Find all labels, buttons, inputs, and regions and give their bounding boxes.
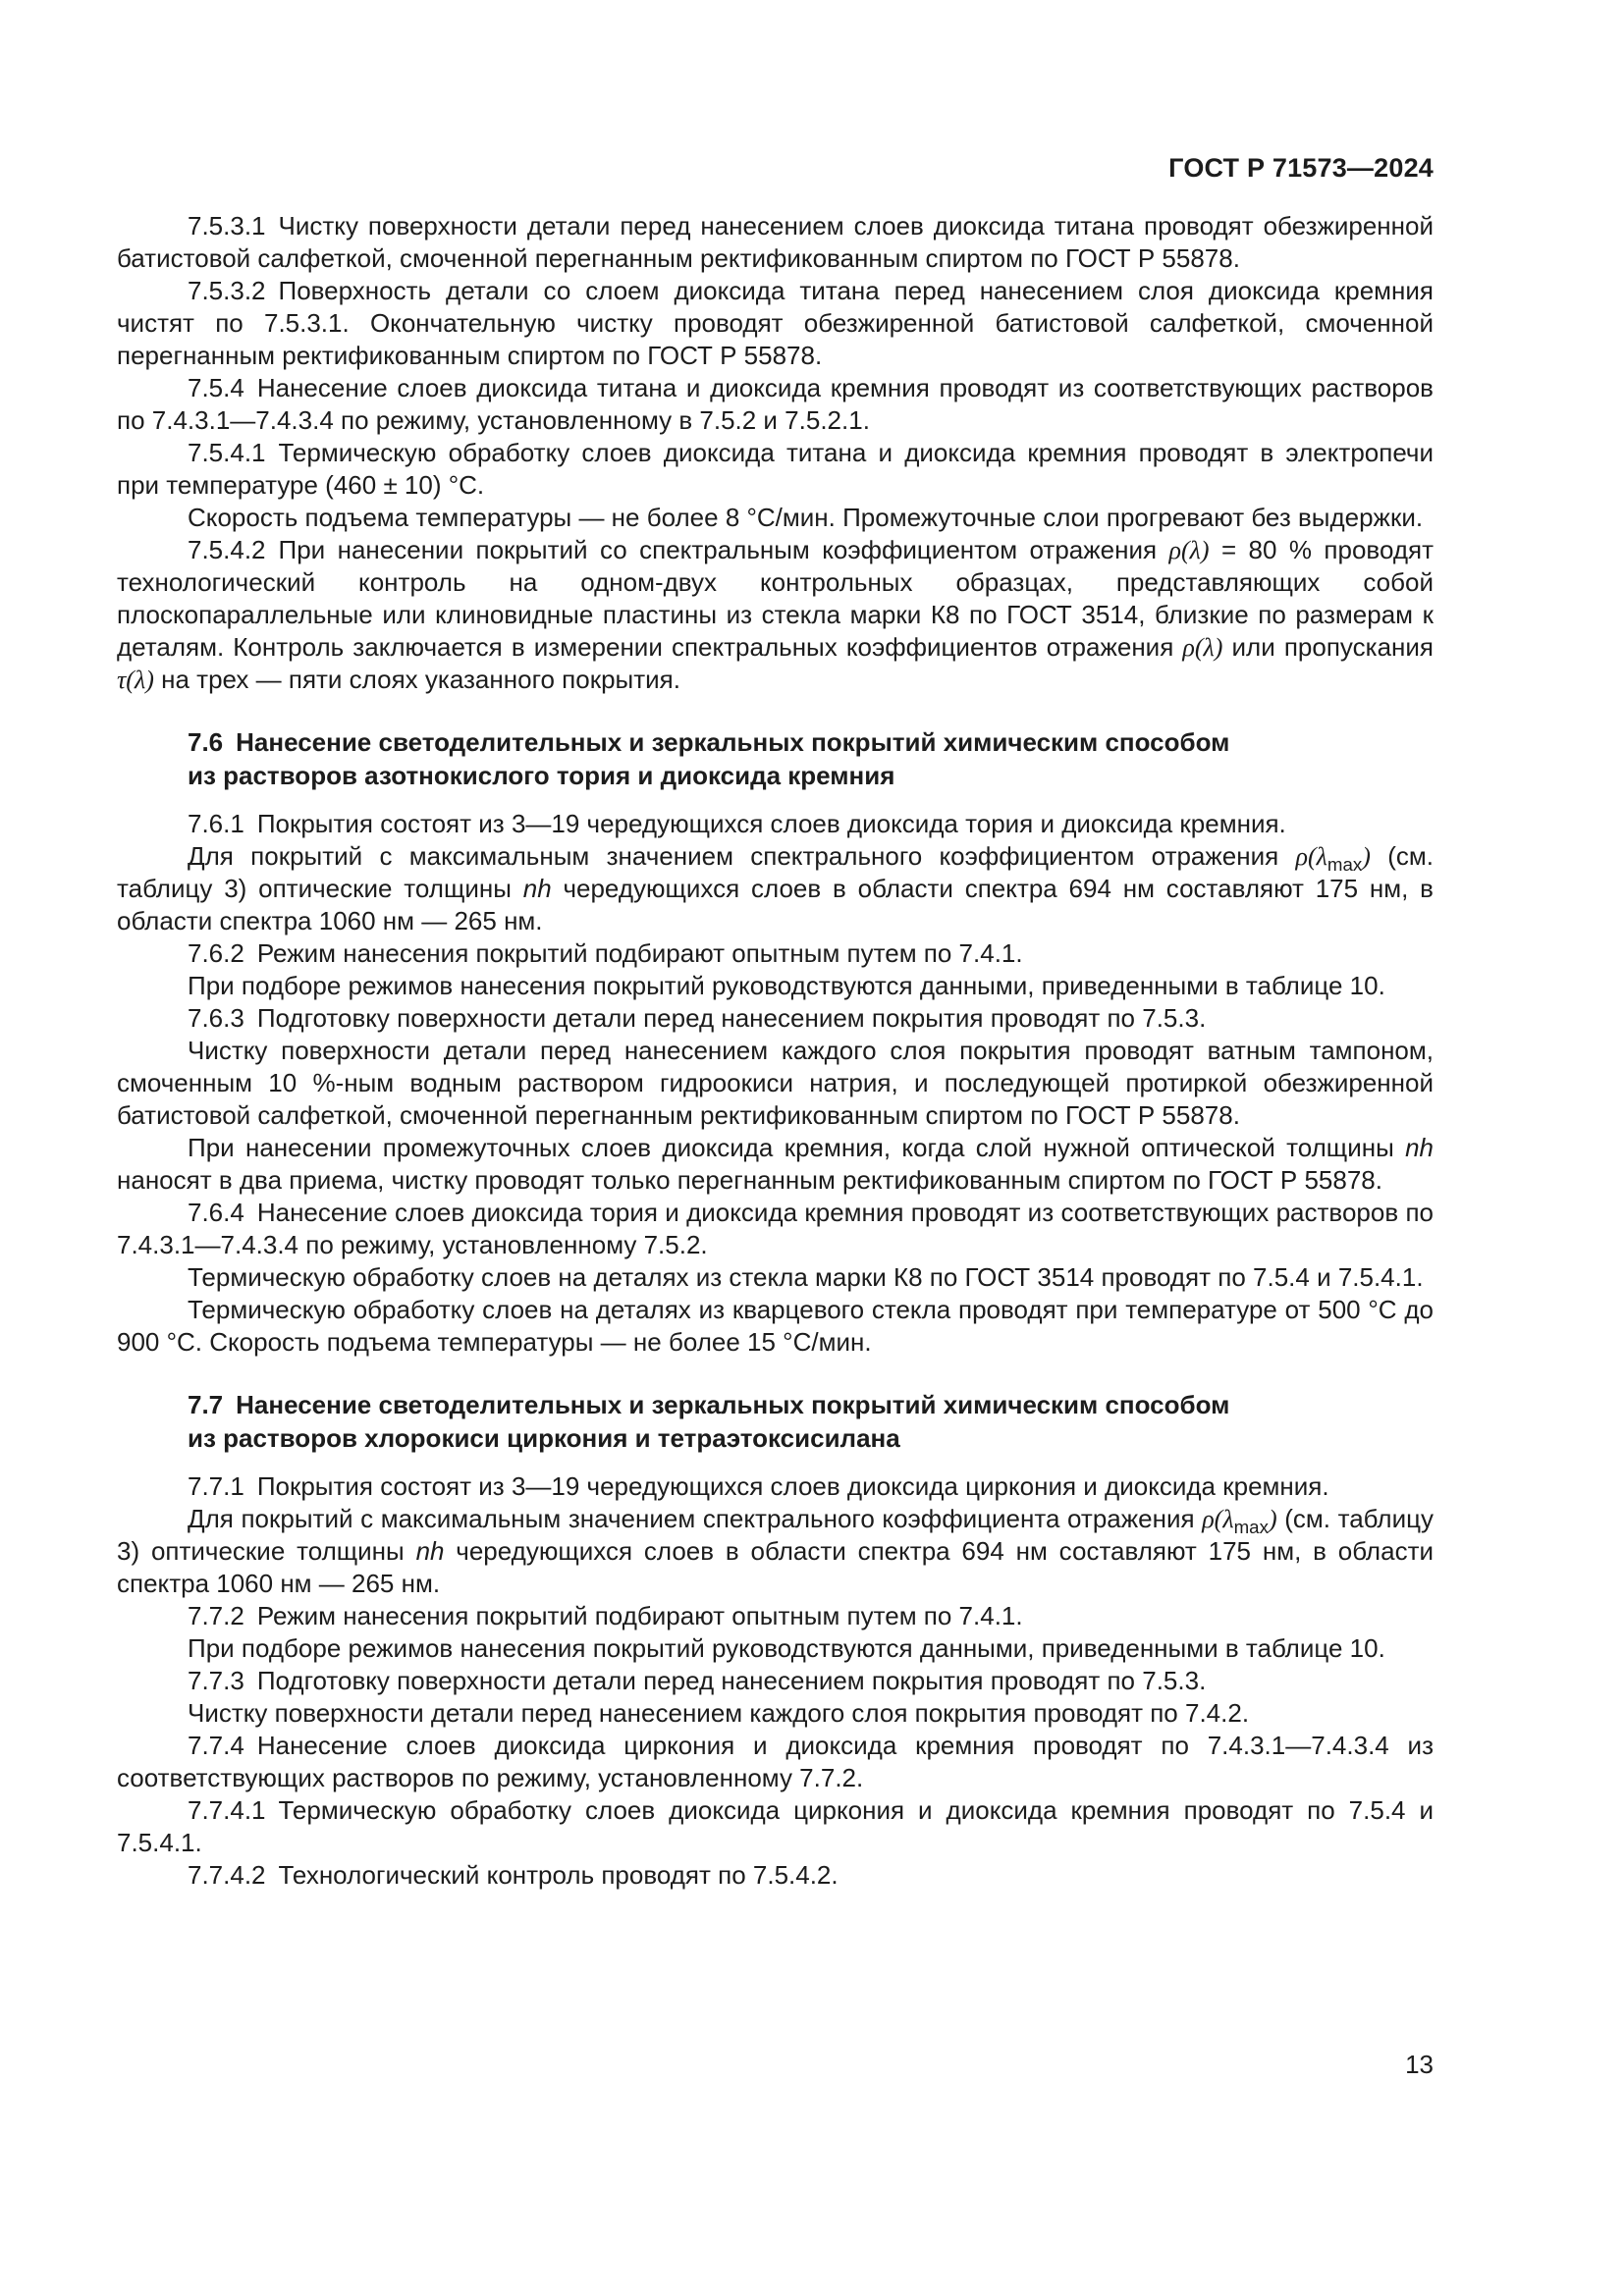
paragraph xyxy=(117,1665,1434,1697)
paragraph xyxy=(117,1261,1434,1294)
text-run: При подборе режимов нанесения покрытий руководствуются данными, приведенными в таблице 10. xyxy=(188,971,1385,1000)
paragraph xyxy=(117,372,1434,437)
text-run: 7.6.4 Нанесение слоев диоксида тория и диоксида кремния проводят из соответствующих растворов по 7.4.3.1—7.4.3.4 по режиму, установленному 7.5.2. xyxy=(117,1198,1434,1259)
text-run: 7.7.3 Подготовку поверхности детали перед нанесением покрытия проводят по 7.5.3. xyxy=(188,1666,1207,1695)
paragraph xyxy=(117,1503,1434,1600)
text-run: При подборе режимов нанесения покрытий руководствуются данными, приведенными в таблице 10. xyxy=(188,1633,1385,1663)
text-run: 7.7 Нанесение светоделительных и зеркальных покрытий химическим способом xyxy=(188,1390,1230,1419)
text-run: 7.7.4.2 Технологический контроль проводят по 7.5.4.2. xyxy=(188,1860,839,1890)
text-run: Скорость подъема температуры — не более 8 °С/мин. Промежуточные слои прогревают без выдержки. xyxy=(188,503,1424,532)
paragraph xyxy=(117,210,1434,275)
text-run: 7.7.4.1 Термическую обработку слоев диоксида циркония и диоксида кремния проводят по 7.5.4 и 7.5.4.1. xyxy=(117,1795,1434,1857)
text-run: = 80 % проводят технологический контроль на одном-двух контрольных образцах, представляющих собой плоскопараллельные или клиновидные пластины из стекла марки К8 по ГОСТ 3514, близкие по размерам к деталям. Контроль заключается в измерении спектральных коэффициентов отражения xyxy=(117,535,1434,662)
greek-formula: τ(λ) xyxy=(117,666,154,694)
greek-formula: ) xyxy=(1268,1505,1277,1533)
page-number: 13 xyxy=(1405,2050,1434,2079)
text-run: или пропускания xyxy=(1222,632,1434,662)
text-run: 7.7.1 Покрытия состоят из 3—19 чередующихся слоев диоксида циркония и диоксида кремния. xyxy=(188,1471,1329,1501)
text-run: наносят в два приема, чистку проводят только перегнанным ректификованным спиртом по ГОСТ Р 55878. xyxy=(117,1165,1382,1195)
text-run: Чистку поверхности детали перед нанесением каждого слоя покрытия проводят ватным тампоном, смоченным 10 %-ным водным раствором гидроокиси натрия, и последующей протиркой обезжиренной батистовой салфеткой, смоченной перегнанным ректификованным спиртом по ГОСТ Р 55878. xyxy=(117,1036,1434,1130)
paragraph xyxy=(117,1859,1434,1892)
text-run: чередующихся слоев в области спектра 694 нм составляют 175 нм, в области спектра 1060 нм — 265 нм. xyxy=(117,874,1434,935)
text-run: (см. таблицу 3) оптические толщины xyxy=(117,841,1434,903)
greek-formula: ) xyxy=(1362,842,1371,871)
greek-formula: ρ(λ xyxy=(1202,1505,1234,1533)
italic-term: nh xyxy=(1405,1133,1434,1162)
greek-formula: ρ(λ) xyxy=(1168,536,1210,564)
text-run: из растворов азотнокислого тория и диоксида кремния xyxy=(188,761,895,790)
text-run: 7.5.4.1 Термическую обработку слоев диоксида титана и диоксида кремния проводят в электропечи при температуре (460 ± 10) °С. xyxy=(117,438,1434,500)
text-run: чередующихся слоев в области спектра 694 нм составляют 175 нм, в области спектра 1060 нм — 265 нм. xyxy=(117,1536,1434,1598)
paragraph xyxy=(117,1132,1434,1197)
paragraph xyxy=(117,808,1434,840)
paragraph xyxy=(117,1002,1434,1035)
text-run: Для покрытий с максимальным значением спектрального коэффициентом отражения xyxy=(188,841,1296,871)
text-run: на трех — пяти слоях указанного покрытия. xyxy=(153,665,680,694)
text-run: 7.7.2 Режим нанесения покрытий подбирают опытным путем по 7.4.1. xyxy=(188,1601,1023,1630)
paragraph xyxy=(117,1294,1434,1359)
paragraph xyxy=(117,840,1434,937)
paragraph xyxy=(117,502,1434,534)
text-run: (см. таблицу 3) оптические толщины xyxy=(117,1504,1434,1566)
subscript: max xyxy=(1326,853,1363,875)
italic-term: nh xyxy=(415,1536,445,1566)
paragraph xyxy=(117,1035,1434,1132)
text-run: из растворов хлорокиси циркония и тетраэтоксисилана xyxy=(188,1423,900,1453)
text-run: Для покрытий с максимальным значением спектрального коэффициента отражения xyxy=(188,1504,1203,1533)
paragraph xyxy=(117,534,1434,696)
italic-term: nh xyxy=(522,874,552,903)
paragraph xyxy=(117,937,1434,970)
text-run: При нанесении промежуточных слоев диоксида кремния, когда слой нужной оптической толщины xyxy=(188,1133,1406,1162)
paragraph xyxy=(117,1697,1434,1730)
greek-formula: ρ(λ) xyxy=(1182,633,1223,662)
text-run: 7.6.1 Покрытия состоят из 3—19 чередующихся слоев диоксида тория и диоксида кремния. xyxy=(188,809,1286,838)
text-run: 7.5.3.2 Поверхность детали со слоем диоксида титана перед нанесением слоя диоксида кремния чистят по 7.5.3.1. Окончательную чистку проводят обезжиренной батистовой салфеткой, смоченной перегнанным ректификованным спиртом по ГОСТ Р 55878. xyxy=(117,276,1434,370)
paragraph xyxy=(117,1794,1434,1859)
subscript: max xyxy=(1233,1516,1269,1537)
text-run: Термическую обработку слоев на деталях из стекла марки К8 по ГОСТ 3514 проводят по 7.5.4 и 7.5.4.1. xyxy=(188,1262,1424,1292)
paragraph xyxy=(117,275,1434,372)
greek-formula: ρ(λ xyxy=(1295,842,1327,871)
paragraph xyxy=(117,1730,1434,1794)
paragraph xyxy=(117,1600,1434,1632)
text-run: Чистку поверхности детали перед нанесением каждого слоя покрытия проводят по 7.4.2. xyxy=(188,1698,1250,1728)
paragraph xyxy=(117,437,1434,502)
text-run: 7.5.4.2 При нанесении покрытий со спектральным коэффициентом отражения xyxy=(188,535,1169,564)
section-heading xyxy=(188,725,1434,792)
text-run: 7.6 Нанесение светоделительных и зеркальных покрытий химическим способом xyxy=(188,727,1230,757)
paragraph xyxy=(117,970,1434,1002)
standard-designation: ГОСТ Р 71573—2024 xyxy=(1168,153,1434,183)
text-run: 7.5.3.1 Чистку поверхности детали перед нанесением слоев диоксида титана проводят обезжиренной батистовой салфеткой, смоченной перегнанным ректификованным спиртом по ГОСТ Р 55878. xyxy=(117,211,1434,273)
document-body xyxy=(117,210,1434,1892)
text-run: 7.7.4 Нанесение слоев диоксида циркония и диоксида кремния проводят по 7.4.3.1—7.4.3.4 из соответствующих растворов по режиму, установленному 7.7.2. xyxy=(117,1731,1434,1792)
text-run: 7.5.4 Нанесение слоев диоксида титана и диоксида кремния проводят из соответствующих растворов по 7.4.3.1—7.4.3.4 по режиму, установленному в 7.5.2 и 7.5.2.1. xyxy=(117,373,1434,435)
text-run: Термическую обработку слоев на деталях из кварцевого стекла проводят при температуре от 500 °С до 900 °С. Скорость подъема температуры — не более 15 °С/мин. xyxy=(117,1295,1434,1357)
section-heading xyxy=(188,1388,1434,1455)
text-run: 7.6.2 Режим нанесения покрытий подбирают опытным путем по 7.4.1. xyxy=(188,938,1023,968)
paragraph xyxy=(117,1632,1434,1665)
paragraph xyxy=(117,1470,1434,1503)
text-run: 7.6.3 Подготовку поверхности детали перед нанесением покрытия проводят по 7.5.3. xyxy=(188,1003,1207,1033)
paragraph xyxy=(117,1197,1434,1261)
